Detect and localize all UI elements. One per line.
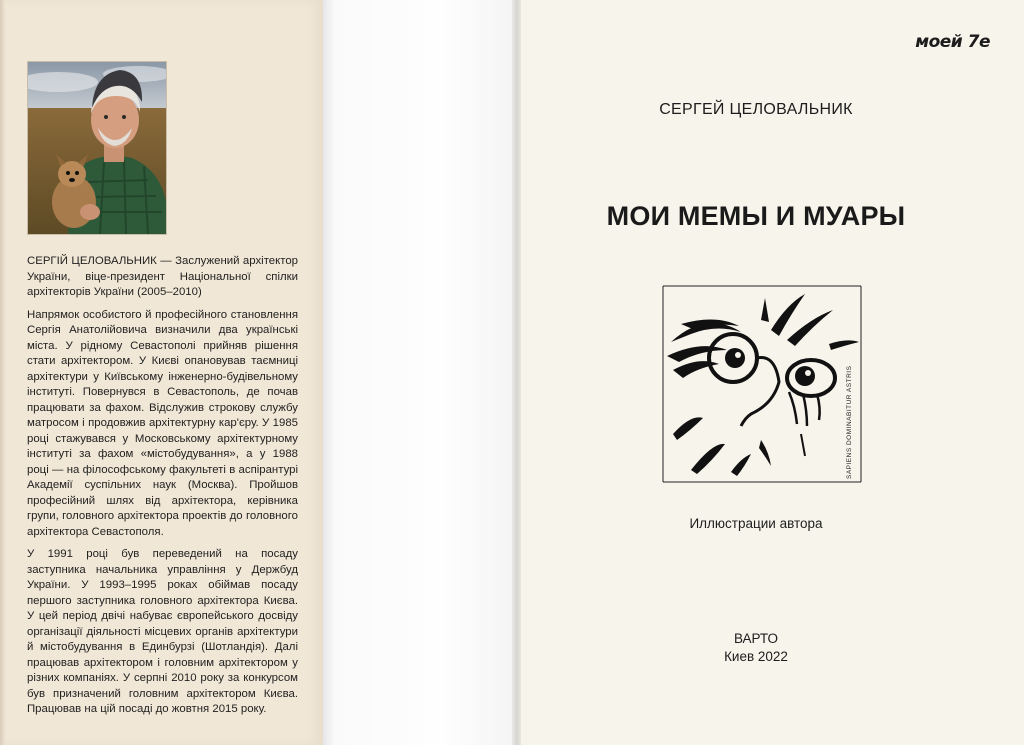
owl-eyes-drawing-icon xyxy=(661,284,864,483)
publisher-name: ВАРТО xyxy=(733,631,779,646)
blank-endpaper xyxy=(323,0,518,745)
bio-paragraph-1: Напрямок особистого й професійного становлення Сергія Анатолійовича визначили два українські міста. У рідному Севастополі прийняв рішення стати архітектором. У Києві опановував таємниці архітектури у Київському інженерно-будівельному інституті. Повернувся в Севастополь, де почав працювати за фахом. Відслужив строкову службу матросом і продовжив архітектурну кар'єру. У 1985 році стажувався у Московському архітектурному інституті за фахом «містобудування», а у 1988 році — на філософському факультеті в аспірантурі Академії суспільних наук (Москва). Пройшов професійний шлях від архітектора, керівника групи, головного архітектора проектів до головного архітектора Севастополя. xyxy=(27,308,298,538)
city-year: Киев 2022 xyxy=(724,649,788,664)
page-edge-shadow xyxy=(0,0,6,745)
book-author: СЕРГЕЙ ЦЕЛОВАЛЬНИК xyxy=(659,101,853,118)
illustration-signature: SAPIENS DOMINABITUR ASTRIS xyxy=(846,365,853,479)
bio-paragraph-2: У 1991 році був переведений на посаду заступника начальника управління у Держбуд України. У 1993–1995 роках обіймав посаду першого заступника головного архітектора Києва. У цей період двічі набуває європейського досвіду організації діяльності місцевих органів архітектури й містобудування в Единбурзі (Шотландія). Далі працював архітектором і головним архітектором у різних компаніях. У серпні 2010 року за конкурсом був призначений головним архітектором Києва. Працював на цій посаді до жовтня 2015 року. xyxy=(27,548,298,715)
book-title: МОИ МЕМЫ И МУАРЫ xyxy=(606,201,906,231)
imprint-block xyxy=(521,630,991,666)
publisher-logo: моей 7е xyxy=(915,32,990,52)
title-page xyxy=(521,0,1024,745)
owl-eyes-illustration xyxy=(661,284,864,483)
illustrations-caption: Иллюстрации автора xyxy=(689,516,823,531)
author-biography xyxy=(27,254,298,725)
bio-lead: СЕРГІЙ ЦЕЛОВАЛЬНИК — Заслужений архітектор України, віце-президент Національної спілки архітекторів України (2005–2010) xyxy=(27,255,298,298)
back-flap-page xyxy=(0,0,323,745)
author-with-dog-photo-icon xyxy=(28,62,166,234)
author-photo xyxy=(27,61,167,235)
